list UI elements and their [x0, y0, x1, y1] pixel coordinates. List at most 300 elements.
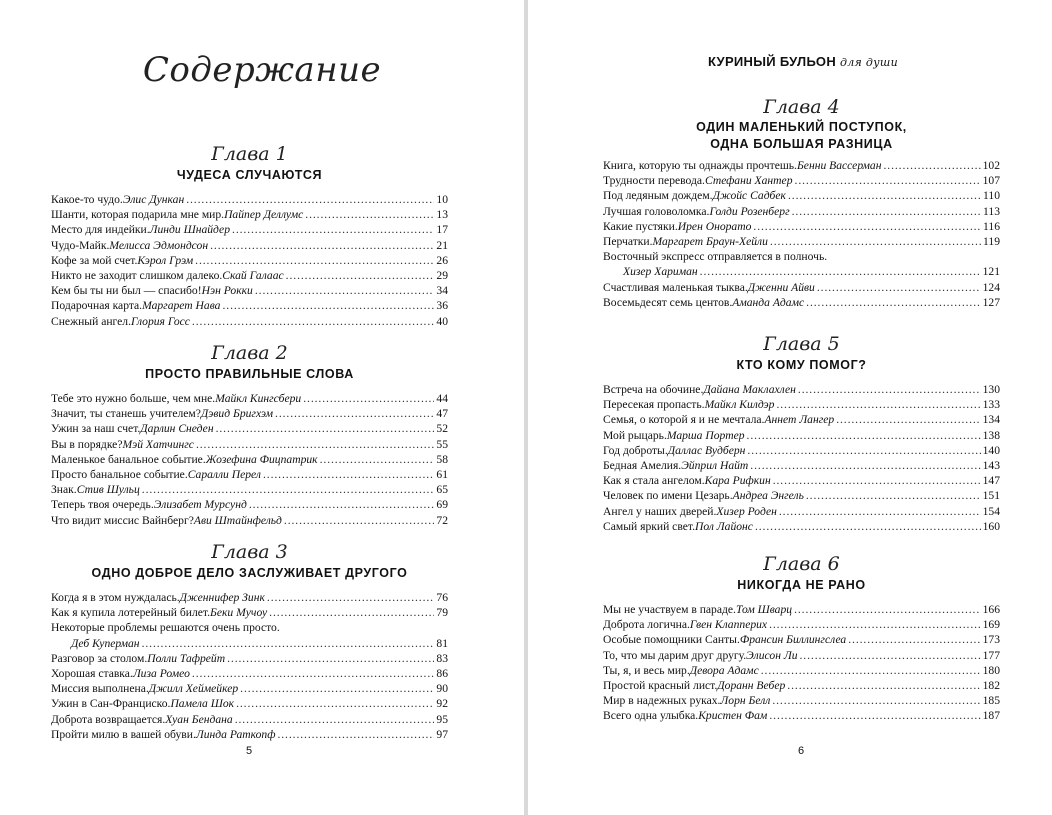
toc-entry-page: 185: [982, 694, 1000, 708]
toc-entry-page: 110: [983, 189, 1000, 203]
leader-dots: [192, 666, 435, 681]
leader-dots: [792, 204, 981, 219]
toc-entry-title: Кофе за мой счет.: [51, 253, 138, 267]
page-number: 6: [798, 745, 805, 757]
toc-entry-author: Дайана Маклахлен: [703, 383, 796, 396]
toc-entry: [51, 268, 448, 283]
toc-entry-title: Восточный экспресс отправляется в полночь.: [603, 250, 828, 264]
toc-entry: [51, 497, 448, 512]
toc-entry: [603, 617, 1000, 632]
chapter-name: ПРОСТО ПРАВИЛЬНЫЕ СЛОВА: [145, 367, 354, 381]
leader-dots: [776, 397, 980, 412]
toc-entry: [51, 253, 448, 268]
leader-dots: [267, 590, 435, 605]
toc-entry-page: 44: [436, 392, 448, 405]
toc-entry-page: 69: [436, 498, 448, 512]
toc-entry-title: Счастливая маленькая тыква.: [603, 280, 748, 294]
leader-dots: [779, 504, 981, 519]
leader-dots: [883, 158, 980, 173]
leader-dots: [753, 219, 981, 234]
toc-entry-author: Марша Портер: [666, 428, 745, 442]
chapter-name-line-2: ОДНА БОЛЬШАЯ РАЗНИЦА: [710, 137, 893, 151]
toc-entry: [51, 314, 448, 329]
chapter-name-line-1: ОДИН МАЛЕНЬКИЙ ПОСТУПОК,: [696, 120, 907, 134]
toc-entry-page: 182: [982, 679, 1000, 693]
leader-dots: [788, 188, 981, 203]
toc-entry-page: 10: [436, 193, 448, 206]
toc-entry-title: Снежный ангел.: [51, 314, 131, 328]
leader-dots: [263, 467, 434, 482]
leader-dots: [255, 283, 435, 298]
chapter-name: ЧУДЕСА СЛУЧАЮТСЯ: [176, 168, 323, 182]
leader-dots: [286, 268, 435, 283]
toc-entry-title: Год доброты.: [603, 443, 668, 457]
toc-entry-page: 83: [436, 651, 448, 665]
toc-entry-page: 90: [436, 682, 448, 696]
toc-entry-title: Книга, которую ты однажды прочтешь.: [603, 159, 797, 172]
toc-entry: [603, 234, 1000, 249]
toc-entry-page: 138: [982, 428, 1000, 442]
toc-entry-page: 26: [436, 253, 448, 267]
toc-entry-title: Под ледяным дождем.: [603, 189, 713, 203]
toc-entry-author: Хуан Бендана: [165, 712, 233, 726]
leader-dots: [235, 712, 435, 727]
toc-entry-title: Просто банальное событие.: [51, 468, 188, 482]
chapter-entries: [603, 602, 1000, 724]
toc-entry-title: Восемьдесят семь центов.: [603, 295, 733, 309]
chapter-1: [51, 143, 448, 329]
toc-entry-page: 119: [983, 235, 1000, 249]
leader-dots: [700, 264, 981, 279]
leader-dots: [227, 651, 434, 666]
toc-entry-author: Гвен Клапперих: [689, 618, 768, 632]
toc-entry: [51, 696, 448, 711]
toc-entry-title: Бедная Амелия.: [603, 459, 682, 473]
toc-entry-author: Саралли Перел: [187, 468, 261, 482]
toc-entry-author: Маргарет Браун-Хейли: [652, 235, 768, 249]
leader-dots: [836, 412, 980, 427]
toc-entry-author: Линда Раткопф: [195, 727, 276, 741]
toc-entry-title: Чудо-Майк.: [51, 238, 110, 252]
toc-entry-title: Самый яркий свет.: [603, 519, 695, 533]
toc-entry-author: Кара Рифкин: [704, 474, 771, 488]
toc-entry-title: Маленькое банальное событие.: [51, 452, 206, 466]
toc-entry-page: 180: [982, 663, 1000, 677]
toc-entry-title: Никто не заходит слишком далеко.: [51, 269, 223, 283]
toc-entry-author: Деб Куперман: [71, 636, 140, 650]
toc-entry-author: Аманда Адамс: [732, 295, 805, 309]
toc-entry-author: Мелисса Эдмондсон: [109, 238, 209, 252]
leader-dots: [773, 473, 981, 488]
toc-entry: [603, 488, 1000, 503]
toc-entry: [603, 280, 1000, 295]
toc-entry-title: Тебе это нужно больше, чем мне.: [51, 392, 216, 405]
toc-entry-author: Дэвид Бригхэм: [200, 407, 274, 421]
chapter-entries: [603, 382, 1000, 534]
toc-entry-author: Майкл Кингсбери: [215, 392, 302, 405]
toc-entry-author: Дженнифер Зинк: [179, 591, 265, 604]
leader-dots: [769, 708, 980, 723]
toc-entry: [51, 421, 448, 436]
toc-entry-title: Встреча на обочине.: [603, 383, 704, 396]
toc-entry: [603, 295, 1000, 310]
toc-entry: [51, 452, 448, 467]
chapter-entries: [51, 391, 448, 528]
toc-entry-page: 21: [436, 238, 448, 252]
toc-entry-title: Трудности перевода.: [603, 174, 705, 188]
toc-entry-title: Некоторые проблемы решаются очень просто.: [51, 621, 280, 635]
toc-entry-page: 154: [982, 504, 1000, 518]
toc-entry-author: Глория Госс: [130, 314, 190, 328]
toc-entry-page: 127: [982, 295, 1000, 309]
toc-entry-page: 124: [982, 280, 1000, 294]
leader-dots: [284, 513, 435, 528]
toc-entry-title: Шанти, которая подарила мне мир.: [51, 208, 225, 222]
leader-dots: [196, 437, 434, 452]
leader-dots: [222, 298, 434, 313]
leader-dots: [275, 406, 434, 421]
toc-entry-author: Эйприл Найт: [681, 459, 749, 473]
toc-entry-page: 177: [982, 648, 1000, 662]
toc-entry-title: Место для индейки.: [51, 223, 150, 237]
toc-entry-page: 79: [436, 606, 448, 620]
leader-dots: [305, 207, 434, 222]
toc-entry-title: Ужин в Сан-Франциско.: [51, 697, 171, 711]
toc-entry-author: Лиза Ромео: [132, 667, 190, 681]
leader-dots: [795, 173, 981, 188]
page-title: Содержание: [142, 50, 382, 90]
toc-entry-author: Скай Галаас: [222, 269, 284, 283]
toc-entry-title: Кем бы ты ни был — спасибо!: [51, 284, 202, 298]
toc-entry: [51, 192, 448, 207]
toc-entry: [51, 207, 448, 222]
toc-entry: [51, 513, 448, 528]
toc-entry-title: Перчатки.: [603, 235, 653, 249]
toc-entry-title: Пройти милю в вашей обуви.: [51, 727, 196, 741]
toc-entry-author: Маргарет Нава: [142, 299, 221, 313]
running-head-title: КУРИНЫЙ БУЛЬОН: [708, 54, 837, 69]
chapter-name: ОДНО ДОБРОЕ ДЕЛО ЗАСЛУЖИВАЕТ ДРУГОГО: [91, 566, 408, 580]
chapter-entries: [51, 192, 448, 329]
toc-entry-page: 160: [982, 519, 1000, 533]
toc-entry: [603, 188, 1000, 203]
toc-entry: [603, 519, 1000, 534]
toc-entry: [51, 482, 448, 497]
toc-entry-page: 34: [436, 284, 448, 298]
toc-entry: [603, 708, 1000, 723]
toc-entry-page: 151: [982, 489, 1000, 503]
right-page: [528, 0, 1052, 815]
toc-entry-page: 61: [436, 468, 448, 482]
toc-entry-page: 17: [436, 223, 448, 237]
toc-entry-title: Хорошая ставка.: [51, 667, 133, 681]
toc-entry-title: Простой красный лист.: [603, 679, 718, 693]
toc-entry-author: Хизер Роден: [716, 504, 777, 518]
toc-entry-title: Семья, о которой я и не мечтала.: [603, 413, 765, 427]
toc-entry-title: Ангел у наших дверей.: [603, 504, 717, 518]
toc-entry-author: Кэрол Грэм: [137, 253, 194, 267]
chapter-label: Глава 5: [763, 333, 840, 355]
toc-entry-author: Жозефина Фицпатрик: [205, 452, 318, 466]
toc-entry-page: 187: [982, 709, 1000, 723]
toc-entry-author: Аннет Лангер: [764, 413, 835, 427]
toc-entry: [603, 249, 1000, 279]
toc-entry-author: Лорн Белл: [720, 694, 771, 708]
toc-entry-page: 86: [436, 667, 448, 681]
toc-entry-page: 92: [436, 697, 448, 711]
chapter-2: [51, 342, 448, 528]
running-head: [708, 54, 898, 69]
toc-entry-author: Голди Розенберг: [709, 204, 790, 218]
toc-entry-page: 121: [982, 265, 1000, 279]
chapter-label: Глава 4: [763, 96, 840, 118]
toc-entry-author: Элис Дункан: [122, 193, 185, 206]
toc-entry-author: Андреа Энгель: [732, 489, 804, 503]
leader-dots: [320, 452, 435, 467]
toc-entry-line: [51, 636, 448, 651]
chapter-label: Глава 6: [763, 553, 840, 575]
toc-entry: [51, 620, 448, 650]
toc-entry-page: 55: [436, 437, 448, 451]
leader-dots: [770, 234, 981, 249]
leader-dots: [794, 602, 981, 617]
toc-entry-author: Элисон Ли: [746, 648, 798, 662]
leader-dots: [761, 663, 981, 678]
leader-dots: [755, 519, 981, 534]
toc-entry-title: Значит, ты станешь учителем?: [51, 407, 201, 421]
leader-dots: [195, 253, 434, 268]
toc-entry: [51, 406, 448, 421]
toc-entry-author: Элизабет Мурсунд: [153, 498, 247, 512]
toc-entry-page: 107: [982, 174, 1000, 188]
toc-entry-page: 140: [982, 443, 1000, 457]
toc-entry-page: 143: [982, 459, 1000, 473]
toc-entry-author: Бенни Вассерман: [796, 159, 882, 172]
chapter-4: [603, 96, 1000, 310]
toc-entry: [51, 712, 448, 727]
toc-entry: [603, 397, 1000, 412]
toc-entry-page: 102: [982, 159, 1000, 172]
toc-entry-line: [603, 264, 1000, 279]
toc-entry-author: Дарлин Снеден: [140, 422, 214, 436]
leader-dots: [747, 443, 980, 458]
leader-dots: [142, 482, 435, 497]
toc-entry-page: 133: [982, 398, 1000, 412]
toc-entry-page: 72: [436, 513, 448, 527]
toc-entry-page: 76: [436, 591, 448, 604]
toc-entry: [603, 428, 1000, 443]
chapter-5: [603, 333, 1000, 534]
page-number: 5: [246, 745, 253, 757]
toc-entry-page: 65: [436, 483, 448, 497]
toc-entry-title: Доброта логична.: [603, 618, 690, 632]
toc-entry-author: Франсин Биллингслеа: [739, 633, 847, 647]
toc-entry: [603, 602, 1000, 617]
toc-entry-author: Пайпер Деллумс: [224, 208, 304, 222]
toc-entry: [51, 467, 448, 482]
toc-entry: [51, 605, 448, 620]
toc-entry-title: Лучшая головоломка.: [603, 204, 710, 218]
toc-entry-page: 13: [436, 208, 448, 222]
chapter-entries: [603, 158, 1000, 310]
toc-entry-page: 58: [436, 452, 448, 466]
toc-entry-page: 134: [982, 413, 1000, 427]
toc-entry-title: Ужин за наш счет.: [51, 422, 141, 436]
chapter-label: Глава 3: [211, 541, 288, 563]
toc-entry-title: То, что мы дарим друг другу.: [603, 648, 747, 662]
toc-entry-title: Теперь твоя очередь.: [51, 498, 154, 512]
toc-entry-author: Ави Штайнфельд: [193, 513, 282, 527]
chapter-3: [51, 541, 448, 742]
leader-dots: [806, 295, 980, 310]
toc-entry-author: Беки Мучоу: [210, 606, 268, 620]
leader-dots: [787, 678, 980, 693]
toc-entry: [51, 651, 448, 666]
toc-entry: [603, 173, 1000, 188]
toc-entry: [603, 443, 1000, 458]
leader-dots: [142, 636, 435, 651]
toc-entry: [51, 590, 448, 605]
toc-entry-author: Кристен Фам: [698, 709, 768, 723]
toc-entry: [603, 158, 1000, 173]
toc-entry-page: 81: [436, 636, 448, 650]
leader-dots: [232, 222, 434, 237]
toc-entry-author: Мэй Хатчингс: [122, 437, 194, 451]
toc-entry-title: Миссия выполнена.: [51, 682, 149, 696]
toc-entry-author: Джилл Хеймейкер: [148, 682, 239, 696]
toc-entry-author: Даллас Вудберн: [667, 443, 746, 457]
toc-entry: [51, 298, 448, 313]
toc-entry-author: Джойс Садбек: [712, 189, 786, 203]
toc-entry-page: 113: [983, 204, 1000, 218]
toc-entry-title: Что видит миссис Вайнберг?: [51, 513, 194, 527]
toc-entry: [51, 238, 448, 253]
toc-entry: [603, 663, 1000, 678]
toc-entry-author: Нэн Рокки: [201, 284, 253, 298]
toc-entry-title: Как я стала ангелом.: [603, 474, 705, 488]
chapter-entries: [51, 590, 448, 742]
leader-dots: [747, 428, 981, 443]
leader-dots: [806, 488, 981, 503]
toc-entry-page: 95: [436, 712, 448, 726]
leader-dots: [817, 280, 981, 295]
toc-entry-title: Когда я в этом нуждалась.: [51, 591, 180, 604]
toc-entry: [51, 283, 448, 298]
toc-entry-page: 36: [436, 299, 448, 313]
toc-entry-author: Том Шварц: [735, 603, 793, 616]
toc-entry: [51, 437, 448, 452]
toc-entry: [603, 204, 1000, 219]
toc-entry: [603, 632, 1000, 647]
toc-entry-page: 147: [982, 474, 1000, 488]
leader-dots: [192, 314, 434, 329]
toc-entry-title: Человек по имени Цезарь.: [603, 489, 733, 503]
toc-entry-author: Стефани Хантер: [704, 174, 793, 188]
leader-dots: [269, 605, 434, 620]
left-page: [0, 0, 524, 815]
chapter-label: Глава 1: [211, 143, 288, 165]
toc-entry: [603, 412, 1000, 427]
toc-entry-page: 166: [982, 603, 1000, 616]
leader-dots: [772, 693, 980, 708]
leader-dots: [848, 632, 980, 647]
leader-dots: [303, 391, 434, 406]
toc-entry-page: 169: [982, 618, 1000, 632]
toc-entry-title: Особые помощники Санты.: [603, 633, 740, 647]
toc-entry-title: Разговор за столом.: [51, 651, 148, 665]
toc-entry-author: Девора Адамс: [689, 663, 759, 677]
toc-entry-author: Полли Тафрейт: [147, 651, 226, 665]
chapter-name: КТО КОМУ ПОМОГ?: [736, 358, 867, 372]
toc-entry: [603, 504, 1000, 519]
chapter-label: Глава 2: [211, 342, 288, 364]
toc-entry-author: Хизер Хариман: [623, 265, 698, 279]
toc-entry-author: Дженни Айви: [747, 280, 815, 294]
toc-entry-author: Памела Шок: [170, 697, 235, 711]
toc-entry-title: Доброта возвращается.: [51, 712, 166, 726]
leader-dots: [249, 497, 435, 512]
chapter-6: [603, 553, 1000, 724]
toc-entry-title: Всего одна улыбка.: [603, 709, 699, 723]
toc-entry: [603, 678, 1000, 693]
toc-entry-title: Мы не участвуем в параде.: [603, 603, 736, 616]
toc-entry: [603, 382, 1000, 397]
toc-entry-title: Ты, я, и весь мир.: [603, 663, 690, 677]
leader-dots: [277, 727, 434, 742]
leader-dots: [750, 458, 980, 473]
toc-entry: [51, 222, 448, 237]
toc-entry-author: Майкл Килдэр: [704, 398, 775, 412]
toc-entry: [51, 391, 448, 406]
toc-entry-page: 40: [436, 314, 448, 328]
toc-entry-page: 47: [436, 407, 448, 421]
toc-entry: [51, 666, 448, 681]
toc-entry: [603, 458, 1000, 473]
toc-entry-author: Линди Шнайдер: [149, 223, 231, 237]
toc-entry-title: Подарочная карта.: [51, 299, 143, 313]
leader-dots: [798, 382, 981, 397]
leader-dots: [240, 681, 434, 696]
toc-entry: [603, 219, 1000, 234]
leader-dots: [769, 617, 981, 632]
toc-entry-page: 173: [982, 633, 1000, 647]
leader-dots: [216, 421, 435, 436]
toc-entry: [603, 693, 1000, 708]
toc-entry-page: 29: [436, 269, 448, 283]
leader-dots: [186, 192, 434, 207]
toc-entry-title: Мир в надежных руках.: [603, 694, 721, 708]
toc-entry: [51, 727, 448, 742]
toc-entry-author: Ирен Онорато: [677, 219, 752, 233]
toc-entry-author: Стив Шульц: [76, 483, 140, 497]
toc-entry-title: Вы в порядке?: [51, 437, 123, 451]
toc-entry-title: Мой рыцарь.: [603, 428, 667, 442]
toc-entry: [51, 681, 448, 696]
toc-entry-title: Какое-то чудо.: [51, 193, 123, 206]
leader-dots: [210, 238, 434, 253]
toc-entry-title: Знак.: [51, 483, 77, 497]
toc-entry-title: Какие пустяки.: [603, 219, 678, 233]
toc-entry-page: 116: [983, 219, 1000, 233]
leader-dots: [800, 648, 981, 663]
toc-entry-page: 130: [982, 383, 1000, 396]
running-head-script: для души: [839, 56, 898, 69]
toc-entry-title: Как я купила лотерейный билет.: [51, 606, 211, 620]
toc-entry-author: Доранн Вебер: [717, 679, 786, 693]
toc-entry: [603, 648, 1000, 663]
toc-entry-page: 52: [436, 422, 448, 436]
chapter-name: НИКОГДА НЕ РАНО: [737, 578, 866, 592]
